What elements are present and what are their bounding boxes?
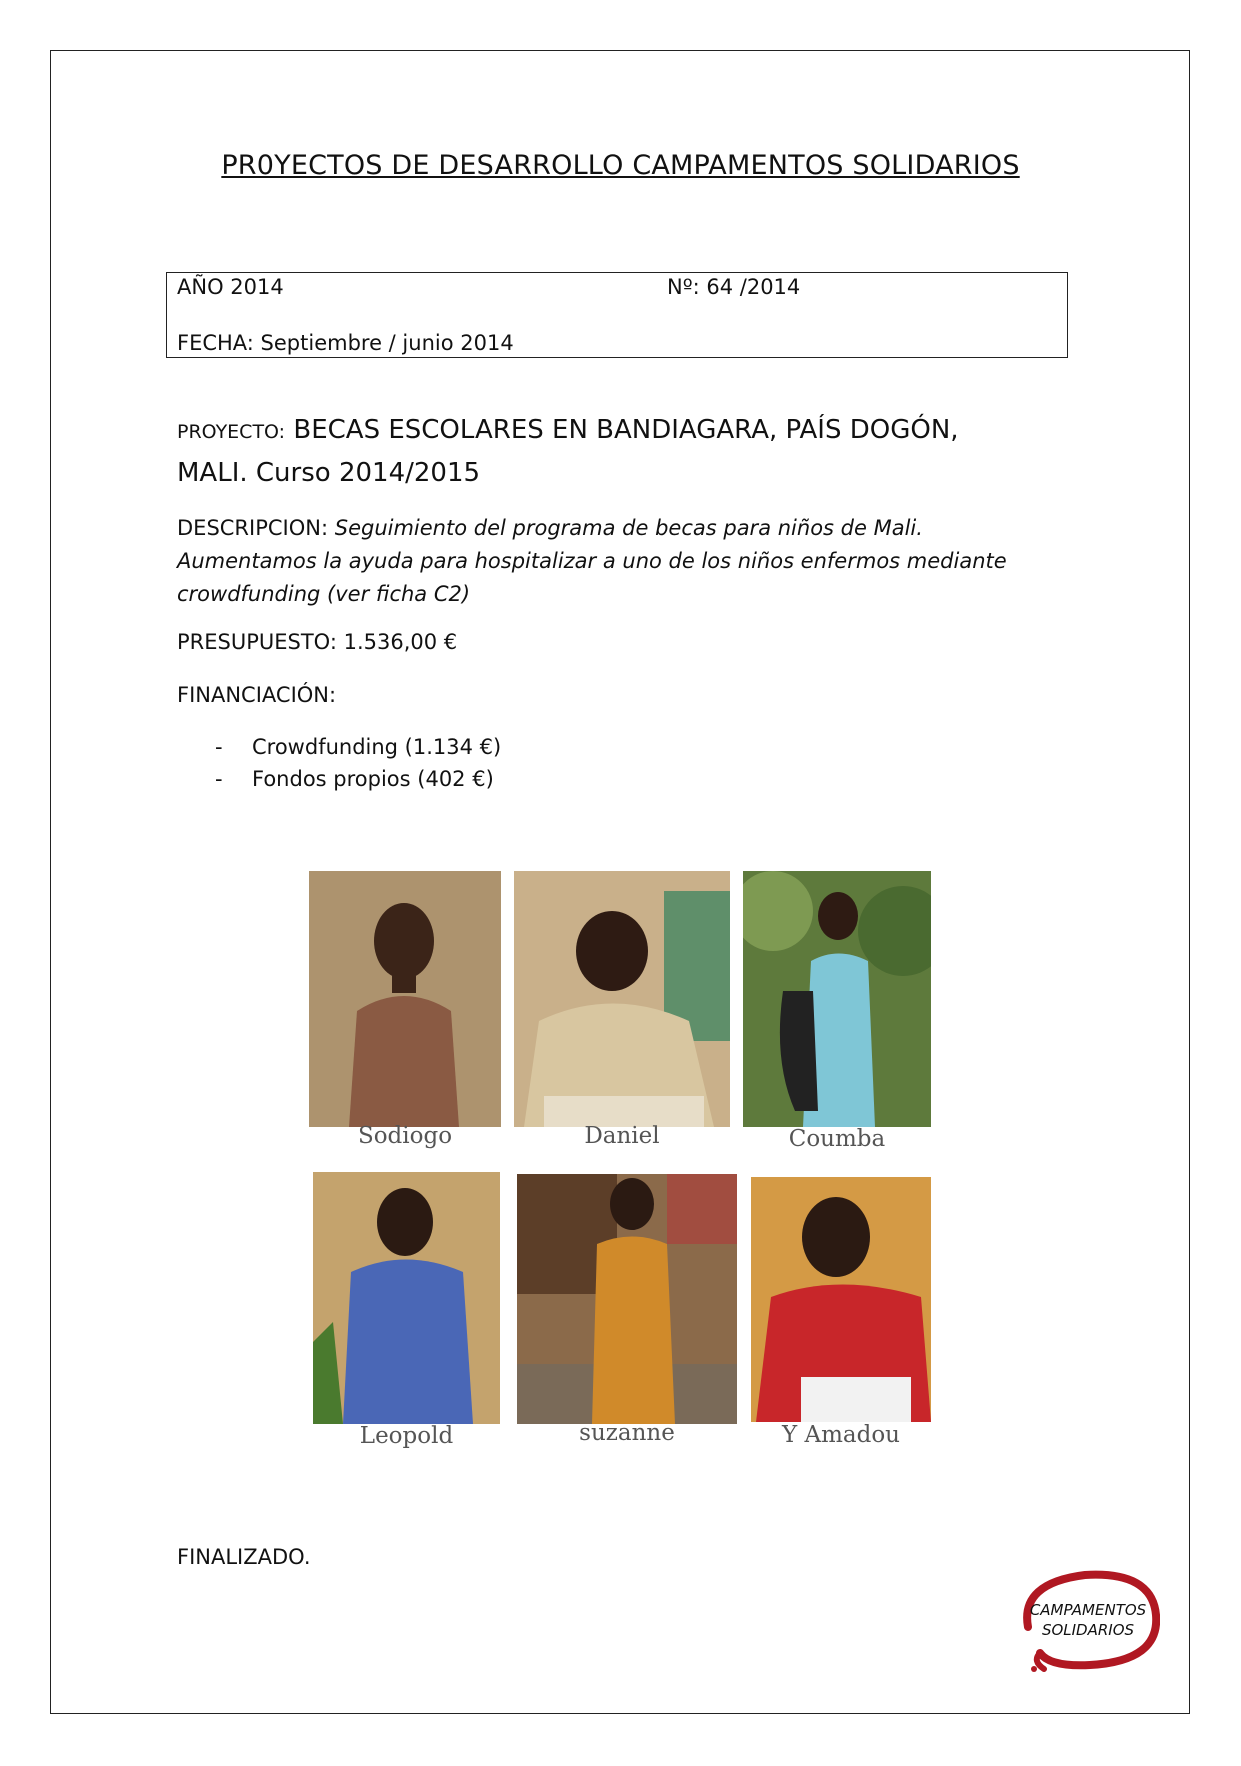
photo-coumba	[743, 871, 931, 1127]
project-title-line2: MALI. Curso 2014/2015	[177, 458, 481, 488]
financing-label: FINANCIACIÓN:	[177, 683, 337, 707]
date-field: FECHA: Septiembre / junio 2014	[177, 331, 514, 355]
year-field: AÑO 2014	[177, 275, 284, 299]
financing-item: - Crowdfunding (1.134 €)	[215, 735, 502, 759]
status-text: FINALIZADO.	[177, 1545, 311, 1569]
campamentos-solidarios-logo	[1010, 1565, 1160, 1675]
project-label: PROYECTO:	[177, 421, 286, 443]
photo-caption: Y Amadou	[781, 1422, 900, 1448]
project-title-line1: BECAS ESCOLARES EN BANDIAGARA, PAÍS DOGÓN,	[293, 415, 959, 445]
photo-caption: Leopold	[359, 1423, 454, 1449]
svg-text:SOLIDARIOS: SOLIDARIOS	[1041, 1621, 1135, 1639]
budget: PRESUPUESTO: 1.536,00 €	[177, 630, 458, 654]
photo-leopold	[313, 1172, 500, 1424]
project-number: Nº: 64 /2014	[667, 275, 801, 299]
photo-daniel	[514, 871, 730, 1127]
document-title: PR0YECTOS DE DESARROLLO CAMPAMENTOS SOLIDARIOS	[221, 150, 1020, 181]
financing-item: - Fondos propios (402 €)	[215, 767, 494, 791]
photo-caption: Daniel	[584, 1123, 660, 1149]
info-box	[166, 272, 1068, 358]
photo-caption: suzanne	[579, 1420, 675, 1446]
photo-suzanne	[517, 1174, 737, 1424]
photo-caption: Sodiogo	[357, 1123, 453, 1149]
description	[177, 512, 1067, 611]
photo-caption: Coumba	[788, 1126, 886, 1152]
photo-y-amadou	[751, 1177, 931, 1422]
photo-sodiogo	[309, 871, 501, 1127]
project-heading	[177, 410, 1057, 494]
description-text: Seguimiento del programa de becas para niños de Mali. Aumentamos la ayuda para hospitalizar a uno de los niños enfermos mediante crowdfunding (ver ficha C2)	[177, 516, 1007, 606]
svg-text:CAMPAMENTOS: CAMPAMENTOS	[1029, 1601, 1147, 1619]
description-label: DESCRIPCION:	[177, 516, 329, 540]
